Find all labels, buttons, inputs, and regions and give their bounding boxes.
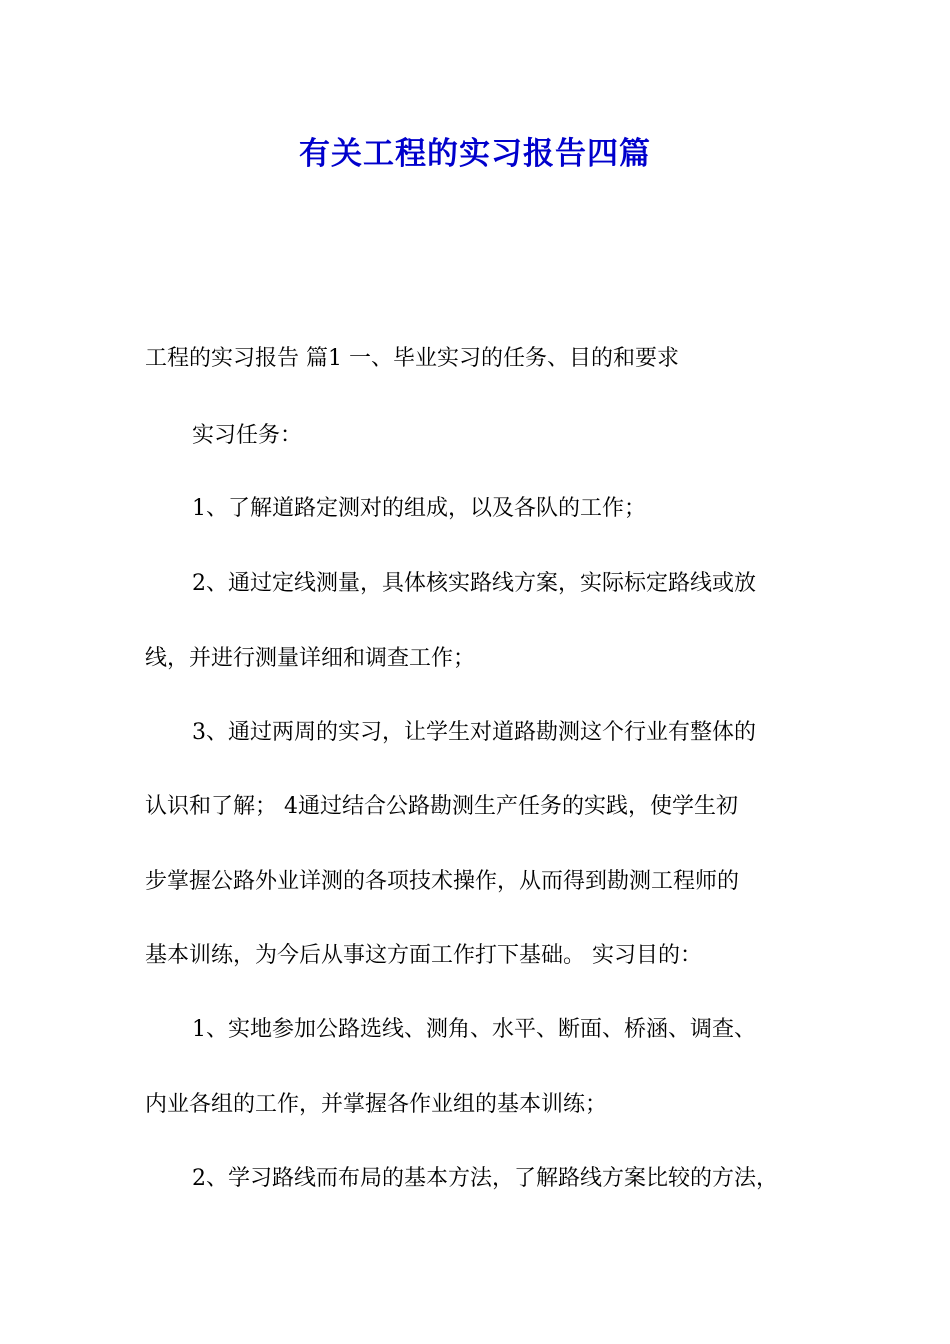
paragraph-line: 3、通过两周的实习，让学生对道路勘测这个行业有整体的 bbox=[192, 720, 756, 745]
paragraph-line: 1、实地参加公路选线、测角、水平、断面、桥涵、调查、 bbox=[192, 1017, 756, 1042]
paragraph-line: 认识和了解； 4通过结合公路勘测生产任务的实践，使学生初 bbox=[145, 794, 738, 819]
paragraph-line: 工程的实习报告 篇1 一、毕业实习的任务、目的和要求 bbox=[145, 346, 679, 371]
paragraph-line: 线，并进行测量详细和调查工作； bbox=[145, 646, 476, 671]
document-title: 有关工程的实习报告四篇 bbox=[299, 136, 651, 172]
paragraph-line: 1、了解道路定测对的组成，以及各队的工作； bbox=[192, 496, 646, 521]
paragraph-line: 基本训练，为今后从事这方面工作打下基础。 实习目的： bbox=[145, 943, 702, 968]
paragraph-line: 实习任务： bbox=[192, 423, 303, 448]
paragraph-line: 步掌握公路外业详测的各项技术操作，从而得到勘测工程师的 bbox=[145, 869, 740, 894]
paragraph-line: 2、通过定线测量，具体核实路线方案，实际标定路线或放 bbox=[192, 571, 756, 596]
paragraph-line: 内业各组的工作，并掌握各作业组的基本训练； bbox=[145, 1092, 608, 1117]
paragraph-line: 2、学习路线而布局的基本方法，了解路线方案比较的方法， bbox=[192, 1166, 778, 1191]
